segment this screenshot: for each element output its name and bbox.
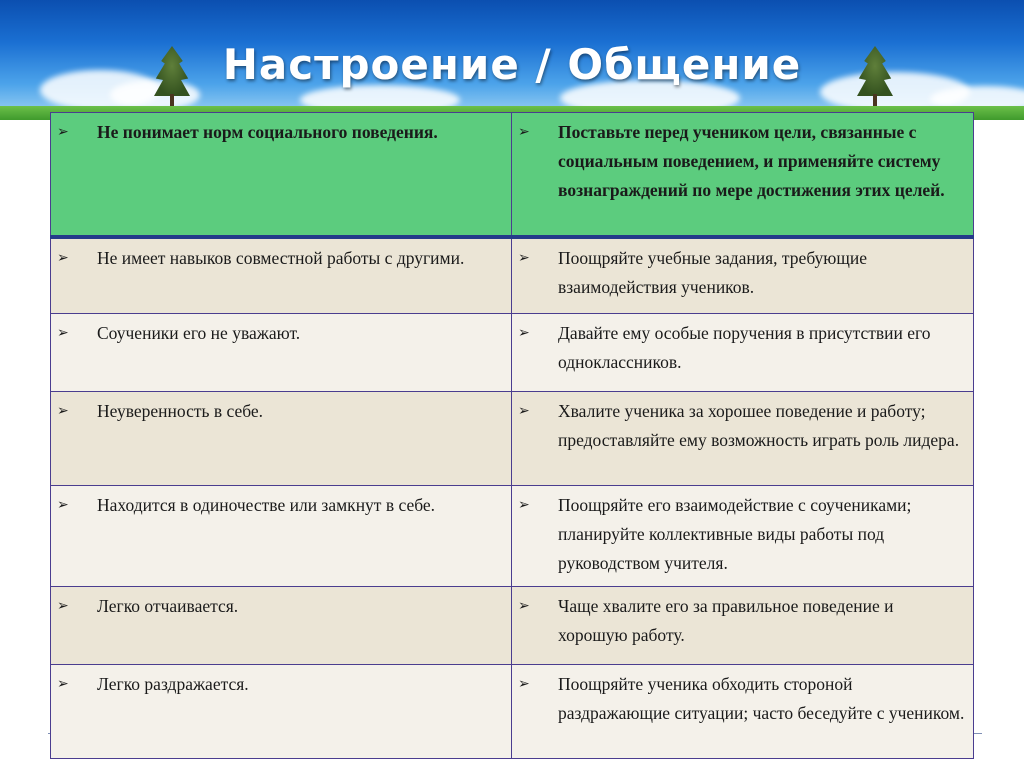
arrow-bullet-icon: ➢ [57, 249, 69, 266]
problem-text: Не имеет навыков совместной работы с другими. [97, 247, 465, 268]
advice-cell [512, 392, 974, 486]
arrow-bullet-icon: ➢ [57, 325, 69, 341]
arrow-bullet-icon: ➢ [518, 403, 530, 419]
advice-cell [512, 237, 974, 314]
table-row [51, 237, 974, 314]
arrow-bullet-icon: ➢ [518, 124, 530, 140]
problem-cell [51, 587, 512, 665]
advice-text: Поощряйте ученика обходить стороной раздражающие ситуации; часто беседуйте с учеником. [558, 674, 965, 723]
advice-text: Давайте ему особые поручения в присутствии его одноклассников. [558, 323, 931, 372]
table-row [51, 486, 974, 587]
problem-cell [51, 392, 512, 486]
table-row [51, 587, 974, 665]
arrow-bullet-icon: ➢ [57, 124, 69, 140]
problem-text: Неуверенность в себе. [97, 401, 264, 421]
problem-text: Легко отчаивается. [97, 596, 239, 616]
problem-cell [51, 237, 512, 314]
advice-text: Хвалите ученика за хорошее поведение и работу; предоставляйте ему возможность играть роль лидера. [558, 401, 960, 450]
arrow-bullet-icon: ➢ [57, 676, 69, 692]
table-row [51, 314, 974, 392]
advice-text: Поставьте перед учеником цели, связанные с социальным поведением, и применяйте систему вознаграждений по мере достижения этих целей. [558, 122, 945, 200]
arrow-bullet-icon: ➢ [57, 497, 69, 513]
problem-text: Легко раздражается. [97, 674, 249, 694]
advice-cell [512, 587, 974, 665]
problem-text: Не понимает норм социального поведения. [97, 122, 438, 142]
advice-cell [512, 665, 974, 759]
problem-cell [51, 314, 512, 392]
problem-cell [51, 113, 512, 237]
problem-cell [51, 486, 512, 587]
arrow-bullet-icon: ➢ [518, 249, 530, 266]
advice-cell [512, 113, 974, 237]
advice-cell [512, 314, 974, 392]
arrow-bullet-icon: ➢ [518, 497, 530, 513]
arrow-bullet-icon: ➢ [518, 598, 530, 614]
problem-text: Находится в одиночестве или замкнут в себе. [97, 495, 436, 515]
arrow-bullet-icon: ➢ [518, 325, 530, 341]
table-row [51, 665, 974, 759]
advice-text: Чаще хвалите его за правильное поведение и хорошую работу. [558, 596, 894, 645]
arrow-bullet-icon: ➢ [57, 403, 69, 419]
table-row [51, 392, 974, 486]
advice-text: Поощряйте учебные задания, требующие взаимодействия учеников. [558, 247, 867, 297]
problem-cell [51, 665, 512, 759]
slide-title: Настроение / Общение [222, 40, 802, 89]
advice-text: Поощряйте его взаимодействие с соучениками; планируйте коллективные виды работы под руководством учителя. [558, 495, 912, 573]
advice-cell [512, 486, 974, 587]
arrow-bullet-icon: ➢ [518, 676, 530, 692]
advice-table [50, 112, 974, 759]
problem-text: Соученики его не уважают. [97, 323, 301, 343]
table-row [51, 113, 974, 237]
arrow-bullet-icon: ➢ [57, 598, 69, 614]
